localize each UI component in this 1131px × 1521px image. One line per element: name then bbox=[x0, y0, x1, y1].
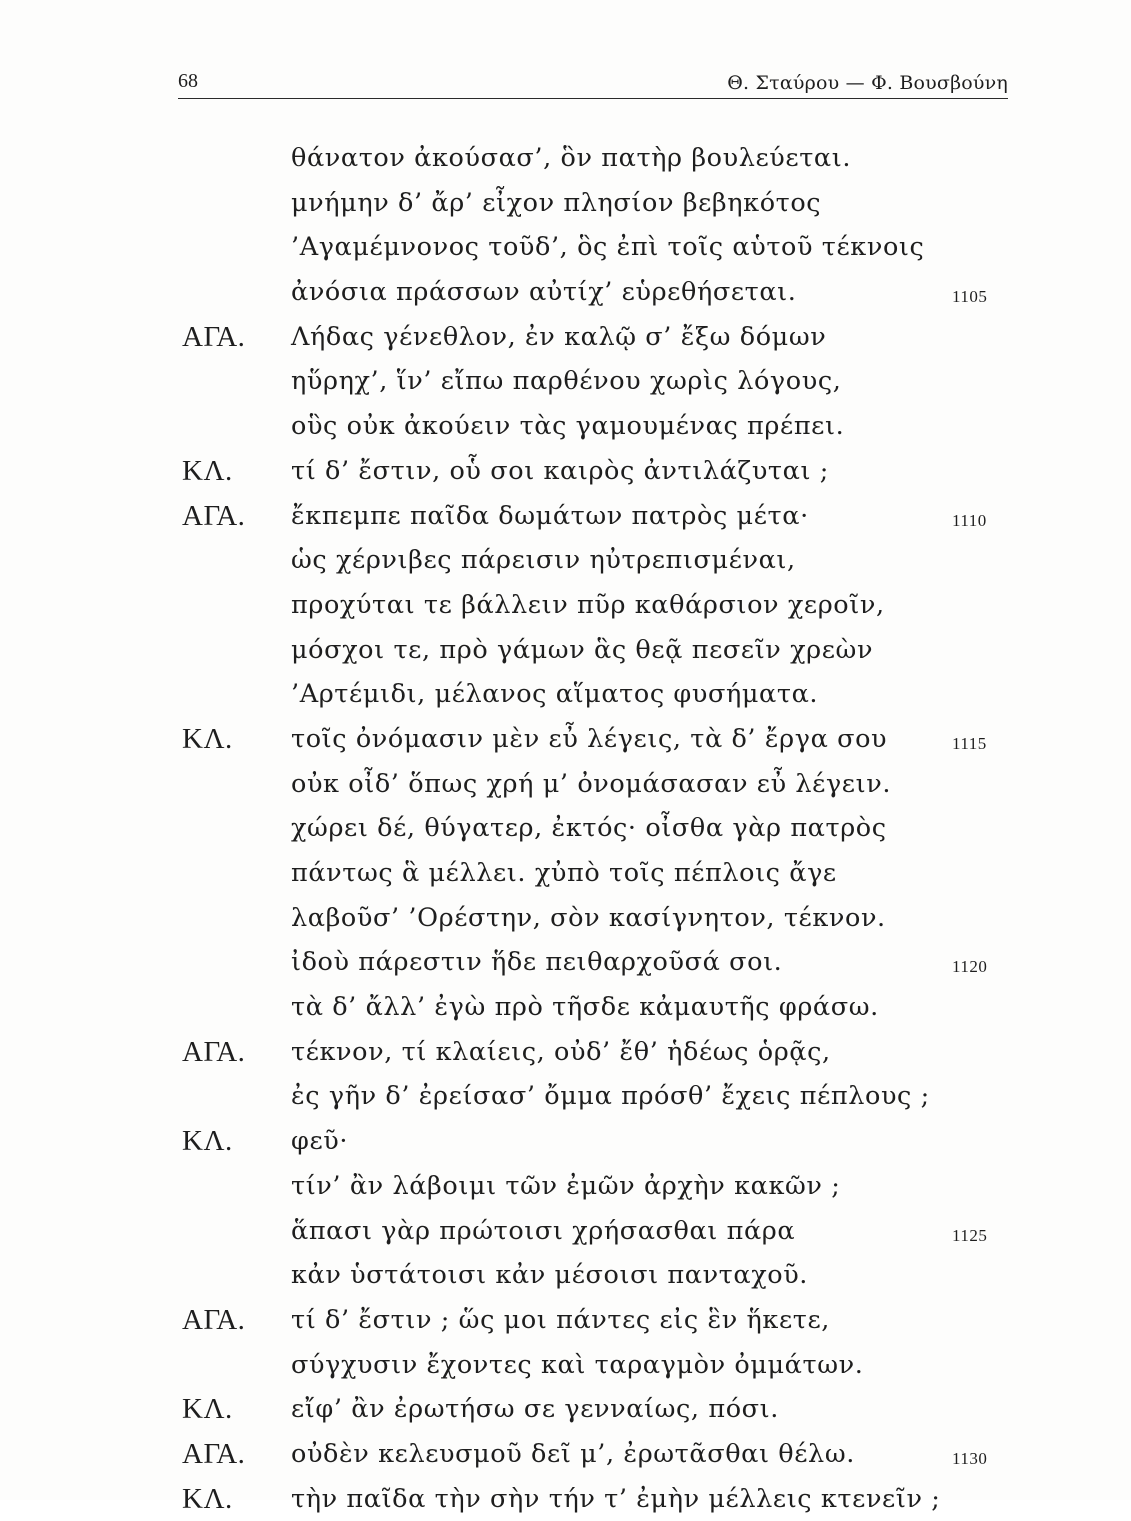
verse-text: μόσχοι τε, πρὸ γάμων ἃς θεᾷ πεσεῖν χρεὼν bbox=[291, 634, 874, 665]
verse-line bbox=[0, 359, 1131, 404]
verse-line bbox=[0, 1432, 1131, 1477]
verse-line bbox=[0, 270, 1131, 315]
verse-text: ’Αρτέμιδι, μέλανος αἵματος φυσήματα. bbox=[291, 679, 819, 710]
verse-line bbox=[0, 1298, 1131, 1343]
speaker-label: ΑΓΑ. bbox=[182, 1437, 246, 1470]
verse-text: ’Αγαμέμνονος τοῦδ’, ὃς ἐπὶ τοῖς αὑτοῦ τέκνοις bbox=[291, 232, 925, 263]
verse-line bbox=[0, 985, 1131, 1030]
verse-text: ἰδοὺ πάρεστιν ἥδε πειθαρχοῦσά σοι. bbox=[291, 947, 783, 978]
verse-text: ηὕρηχ’, ἵν’ εἴπω παρθένου χωρὶς λόγους, bbox=[291, 366, 842, 397]
verse-text: τίν’ ἂν λάβοιμι τῶν ἐμῶν ἀρχὴν κακῶν ; bbox=[291, 1170, 841, 1201]
verse-line bbox=[0, 1074, 1131, 1119]
line-number: 1105 bbox=[952, 287, 988, 307]
speaker-label: ΑΓΑ. bbox=[182, 320, 246, 353]
verse-block bbox=[0, 136, 1131, 1521]
verse-line bbox=[0, 181, 1131, 226]
speaker-label: ΚΛ. bbox=[182, 722, 233, 755]
speaker-label: ΑΓΑ. bbox=[182, 499, 246, 532]
verse-line bbox=[0, 1253, 1131, 1298]
verse-line bbox=[0, 1343, 1131, 1388]
verse-text: ἅπασι γὰρ πρώτοισι χρήσασθαι πάρα bbox=[291, 1215, 796, 1246]
verse-text: Λήδας γένεθλον, ἐν καλῷ σ’ ἔξω δόμων bbox=[291, 321, 827, 352]
verse-text: οὐκ οἶδ’ ὅπως χρή μ’ ὀνομάσασαν εὖ λέγειν. bbox=[291, 768, 892, 799]
verse-line bbox=[0, 494, 1131, 539]
line-number: 1130 bbox=[952, 1448, 988, 1468]
verse-line bbox=[0, 315, 1131, 360]
verse-text: τοῖς ὀνόμασιν μὲν εὖ λέγεις, τὰ δ’ ἔργα σου bbox=[291, 723, 888, 754]
verse-text: τί δ’ ἔστιν, οὗ σοι καιρὸς ἀντιλάζυται ; bbox=[291, 455, 829, 486]
verse-text: ὡς χέρνιβες πάρεισιν ηὐτρεπισμέναι, bbox=[291, 545, 796, 576]
verse-line bbox=[0, 1477, 1131, 1521]
verse-text: τὰ δ’ ἄλλ’ ἐγὼ πρὸ τῆσδε κἀμαυτῆς φράσω. bbox=[291, 992, 879, 1023]
speaker-label: ΚΛ. bbox=[182, 1482, 233, 1515]
line-number: 1115 bbox=[952, 733, 987, 753]
verse-line bbox=[0, 538, 1131, 583]
verse-line bbox=[0, 583, 1131, 628]
line-number: 1120 bbox=[952, 957, 988, 977]
verse-line bbox=[0, 404, 1131, 449]
verse-text: φεῦ· bbox=[291, 1126, 349, 1157]
verse-text: τέκνον, τί κλαίεις, οὐδ’ ἔθ’ ἡδέως ὁρᾷς, bbox=[291, 1036, 831, 1067]
verse-line bbox=[0, 449, 1131, 494]
line-number: 1110 bbox=[952, 510, 987, 530]
verse-text: εἴφ’ ἂν ἐρωτήσω σε γενναίως, πόσι. bbox=[291, 1394, 779, 1425]
line-number: 1125 bbox=[952, 1225, 988, 1245]
verse-line bbox=[0, 717, 1131, 762]
verse-line bbox=[0, 1030, 1131, 1075]
verse-text: ἐς γῆν δ’ ἐρείσασ’ ὄμμα πρόσθ’ ἔχεις πέπλους ; bbox=[291, 1081, 930, 1112]
verse-text: κἀν ὑστάτοισι κἀν μέσοισι πανταχοῦ. bbox=[291, 1260, 809, 1291]
verse-text: μνήμην δ’ ἄρ’ εἶχον πλησίον βεβηκότος bbox=[291, 187, 822, 218]
page-number: 68 bbox=[178, 70, 198, 92]
verse-text: οὓς οὐκ ἀκούειν τὰς γαμουμένας πρέπει. bbox=[291, 411, 845, 442]
verse-line bbox=[0, 851, 1131, 896]
verse-line bbox=[0, 1119, 1131, 1164]
verse-text: σύγχυσιν ἔχοντες καὶ ταραγμὸν ὀμμάτων. bbox=[291, 1349, 864, 1380]
speaker-label: ΑΓΑ. bbox=[182, 1035, 246, 1068]
verse-line bbox=[0, 225, 1131, 270]
header-rule bbox=[178, 98, 1008, 99]
header-authors: Θ. Σταύρου — Φ. Βουσβούνη bbox=[727, 72, 1008, 94]
verse-line bbox=[0, 806, 1131, 851]
verse-text: ἔκπεμπε παῖδα δωμάτων πατρὸς μέτα· bbox=[291, 500, 809, 531]
verse-text: ἀνόσια πράσσων αὐτίχ’ εὑρεθήσεται. bbox=[291, 277, 797, 308]
verse-text: λαβοῦσ’ ’Ορέστην, σὸν κασίγνητον, τέκνον. bbox=[291, 902, 886, 933]
verse-text: πάντως ἃ μέλλει. χὐπὸ τοῖς πέπλοις ἄγε bbox=[291, 858, 837, 888]
verse-text: οὐδὲν κελευσμοῦ δεῖ μ’, ἐρωτᾶσθαι θέλω. bbox=[291, 1438, 855, 1469]
speaker-label: ΚΛ. bbox=[182, 1393, 233, 1426]
speaker-label: ΑΓΑ. bbox=[182, 1303, 246, 1336]
verse-text: τὴν παῖδα τὴν σὴν τήν τ’ ἐμὴν μέλλεις κτενεῖν ; bbox=[291, 1483, 941, 1514]
speaker-label: ΚΛ. bbox=[182, 454, 233, 487]
speaker-label: ΚΛ. bbox=[182, 1125, 233, 1158]
verse-line bbox=[0, 1164, 1131, 1209]
verse-line bbox=[0, 1209, 1131, 1254]
verse-line bbox=[0, 672, 1131, 717]
verse-line bbox=[0, 628, 1131, 673]
running-head bbox=[178, 68, 1008, 98]
verse-line bbox=[0, 896, 1131, 941]
verse-text: χώρει δέ, θύγατερ, ἐκτός· οἶσθα γὰρ πατρὸς bbox=[291, 813, 887, 844]
verse-line bbox=[0, 1387, 1131, 1432]
verse-text: προχύται τε βάλλειν πῦρ καθάρσιον χεροῖν, bbox=[291, 589, 885, 620]
verse-line bbox=[0, 940, 1131, 985]
verse-text: τί δ’ ἔστιν ; ὥς μοι πάντες εἰς ἓν ἥκετε, bbox=[291, 1304, 831, 1335]
verse-line bbox=[0, 136, 1131, 181]
verse-text: θάνατον ἀκούσασ’, ὃν πατὴρ βουλεύεται. bbox=[291, 143, 852, 173]
verse-line bbox=[0, 762, 1131, 807]
